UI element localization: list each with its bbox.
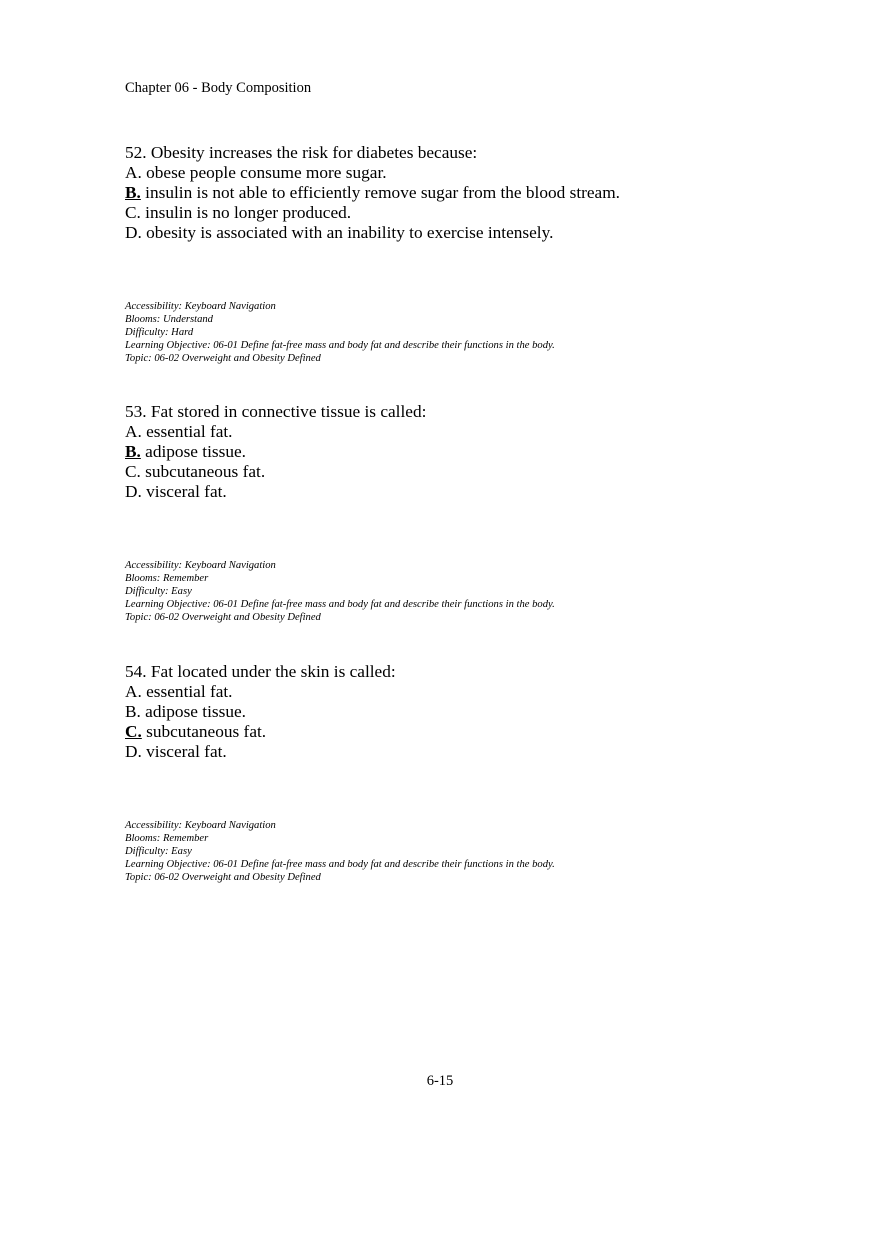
meta-blooms: Blooms: Remember [125,573,209,584]
meta-difficulty: Difficulty: Easy [125,846,192,857]
option-c [125,203,845,223]
meta-blooms: Blooms: Understand [125,314,213,325]
option-text: obese people consume more sugar. [141,163,387,182]
option-d [125,742,845,762]
question-metadata [125,300,555,365]
question-metadata [125,819,555,884]
option-text: visceral fat. [141,742,227,761]
chapter-header: Chapter 06 - Body Composition [125,80,312,96]
page-number: 6-15 [426,1073,454,1089]
option-letter: D. [125,223,142,242]
option-text: visceral fat. [141,482,227,501]
meta-blooms: Blooms: Remember [125,833,209,844]
option-letter: A. [125,682,142,701]
question-metadata [125,559,555,624]
option-d [125,482,845,502]
option-text: obesity is associated with an inability to exercise intensely. [141,223,554,242]
option-text: essential fat. [141,422,233,441]
option-b [125,702,845,722]
option-a [125,163,845,183]
meta-topic: Topic: 06-02 Overweight and Obesity Defined [125,872,321,883]
meta-learning-objective: Learning Objective: 06-01 Define fat-free mass and body fat and describe their functions in the body. [125,599,555,610]
question-53 [125,402,845,623]
option-text: insulin is not able to efficiently remove sugar from the blood stream. [140,183,620,202]
meta-learning-objective: Learning Objective: 06-01 Define fat-free mass and body fat and describe their functions in the body. [125,340,555,351]
correct-answer-letter: B. [125,183,141,202]
meta-learning-objective: Learning Objective: 06-01 Define fat-free mass and body fat and describe their functions in the body. [125,859,555,870]
meta-difficulty: Difficulty: Hard [125,327,194,338]
option-d [125,223,845,243]
option-letter: D. [125,742,142,761]
question-stem: 54. Fat located under the skin is called: [125,662,396,681]
option-text: subcutaneous fat. [140,462,266,481]
option-letter: D. [125,482,142,501]
question-54 [125,662,845,883]
option-letter: B. [125,702,141,721]
correct-answer-letter: C. [125,722,142,741]
option-letter: C. [125,462,141,481]
question-52 [125,143,845,364]
option-a [125,682,845,702]
option-letter: A. [125,422,142,441]
option-text: adipose tissue. [140,442,246,461]
meta-difficulty: Difficulty: Easy [125,586,192,597]
option-c-correct [125,722,845,742]
option-text: adipose tissue. [140,702,246,721]
question-stem: 53. Fat stored in connective tissue is called: [125,402,427,421]
option-text: essential fat. [141,682,233,701]
correct-answer-letter: B. [125,442,141,461]
meta-topic: Topic: 06-02 Overweight and Obesity Defined [125,353,321,364]
option-letter: A. [125,163,142,182]
option-b-correct [125,442,845,462]
option-b-correct [125,183,845,203]
option-text: subcutaneous fat. [141,722,267,741]
option-letter: C. [125,203,141,222]
meta-accessibility: Accessibility: Keyboard Navigation [125,301,276,312]
meta-accessibility: Accessibility: Keyboard Navigation [125,820,276,831]
option-a [125,422,845,442]
option-text: insulin is no longer produced. [140,203,352,222]
option-c [125,462,845,482]
question-stem: 52. Obesity increases the risk for diabetes because: [125,143,478,162]
meta-accessibility: Accessibility: Keyboard Navigation [125,560,276,571]
meta-topic: Topic: 06-02 Overweight and Obesity Defined [125,612,321,623]
